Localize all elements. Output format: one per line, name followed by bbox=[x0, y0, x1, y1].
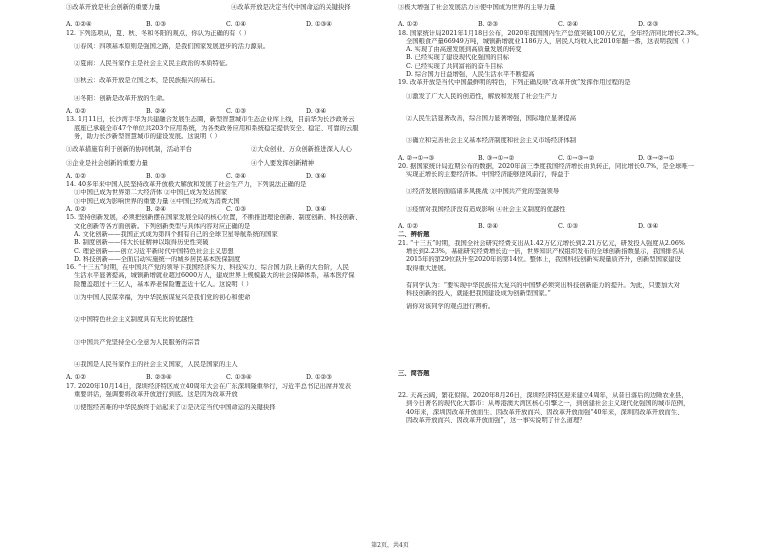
statement: ③中国已成为影响世界的重要力量 ④中国已经成为消费大国 bbox=[74, 197, 240, 205]
option-b[interactable]: B. ②③④ bbox=[146, 374, 172, 382]
q21-viewpoint: 有同学认为：“要实现中华民族伟大复兴的中国梦必须突出科技创新能力的提升。为此，只要加大对 bbox=[406, 281, 680, 289]
option-a[interactable]: A. ①② bbox=[398, 21, 418, 29]
q15-stem-line: 文化创新等各方面创新。下列创新类型与具体内容对应正确的是 bbox=[74, 222, 251, 230]
option-b[interactable]: B. ①③ bbox=[146, 172, 166, 180]
q16-stem-line: 险覆盖超过十三亿人，基本养老保险覆盖近十亿人。这说明（ ） bbox=[74, 280, 253, 288]
statement: ③中国共产党坚持全心全意为人民服务的宗旨 bbox=[74, 338, 200, 346]
option-d[interactable]: D. ②③ bbox=[638, 21, 659, 29]
statement: ②人民生活显著改善，综合国力显著增强，国际地位显著提高 bbox=[406, 114, 577, 122]
option-c[interactable]: C. ②④ bbox=[226, 172, 246, 180]
q21-task: 请你对该同学的观点进行辨析。 bbox=[406, 303, 495, 311]
option-b[interactable]: B. 制度创新——伟大长征精神以取得历史性突破 bbox=[74, 239, 209, 247]
q16-stem-line: 生活水平显著提高，城镇新增就业超过6000万人，建成世界上规模最大的社会保障体系，基本医疗保 bbox=[74, 272, 355, 280]
q14-stem: 14. 40多年来中国人民坚持改革开放极大解放和发展了社会生产力，下列说法正确的是 bbox=[66, 181, 307, 189]
q22-stem-line: 40年来，深圳因改革开放而生、因改革开放而兴、因改革开放而强“40年来，深圳因改革开放而生、 bbox=[406, 408, 684, 416]
q20-options bbox=[398, 223, 750, 231]
q20-stem-line: 实现正增长的主要经济体。中国经济能够逆风前行，得益于 bbox=[406, 171, 570, 179]
option-a[interactable]: A. ①② bbox=[66, 108, 86, 116]
q17-options bbox=[398, 21, 750, 29]
option-b[interactable]: B. ②③ bbox=[478, 21, 498, 29]
statement: ③企业是社会创新的重要力量 bbox=[66, 159, 148, 167]
option-d[interactable]: D. ③④ bbox=[306, 206, 327, 214]
option-d[interactable]: D. ①②③ bbox=[306, 374, 332, 382]
statement: ①为中国人民谋幸福，为中华民族谋复兴是我们党的初心和使命 bbox=[74, 294, 251, 302]
q11-options bbox=[66, 21, 426, 29]
q11-statements bbox=[66, 4, 426, 12]
q21-viewpoint: 科技创新的投入，就能把我国建设成为创新型国家。” bbox=[406, 290, 551, 298]
q13-stem-line: 底座已承载全市47个单位共203个应用系统，为各类政务应用和系统稳定提供安全、稳定、可靠的云服 bbox=[74, 124, 359, 132]
q21-stem-line: 增长到2.23%，基础研究经费增长近一倍，世界知识产权组织发布的全球创新指数显示，我国排名从 bbox=[406, 247, 685, 255]
option-d[interactable]: D. ③④ bbox=[306, 172, 327, 180]
section-title-analysis: 二、辨析题 bbox=[398, 231, 430, 239]
option-c[interactable]: C. ①④ bbox=[226, 21, 246, 29]
statement: ②夏雨：人民当家作主是社会主义民主政治的本质特征。 bbox=[74, 60, 232, 68]
option-d[interactable]: D. ①③④ bbox=[306, 21, 332, 29]
left-column bbox=[66, 4, 426, 412]
option-a[interactable]: A. 实现了由高速发展到高质量发展的转变 bbox=[406, 46, 522, 54]
statement: ④冬阳：创新是改革开放的生命。 bbox=[74, 94, 169, 102]
option-d[interactable]: D. 科技创新——全面启动实施统一的城乡居民基本医保制度 bbox=[74, 255, 241, 263]
q22-stem-line: 到今日著名的现代化大都市：从粤港澳大湾区核心引擎之一，到创建社会主义现代化强国的城市范例， bbox=[406, 400, 690, 408]
option-b[interactable]: B. ②④ bbox=[146, 108, 166, 116]
option-c[interactable]: C. ②④ bbox=[558, 21, 578, 29]
statement: ④个人要发挥创新精神 bbox=[251, 159, 314, 167]
statement: ②中国特色社会主义制度具有无比的优越性 bbox=[74, 316, 194, 324]
option-b[interactable]: B. ③→①→② bbox=[478, 154, 515, 162]
page-number: 第2页，共4页 bbox=[371, 542, 409, 549]
q21-stem-line: 2015年的第29位跃升至2020年的第14位。整体上，我国科技创新实现量质齐升，创新型国家建设 bbox=[406, 256, 681, 264]
statement: ②大众创业、万众创新推进深入人心 bbox=[251, 146, 352, 154]
option-a[interactable]: A. ①②④ bbox=[66, 21, 92, 29]
q17-stem-line: 重要讲话，强调要将改革开放进行到底。这是因为改革开放 bbox=[74, 390, 238, 398]
statement: ③疫情对我国经济没有造成影响 ④社会主义制度的优越性 bbox=[406, 205, 566, 213]
q17-stem: 17. 2020年10月14日，深圳经济特区成立40周年大会在广东深圳隆重举行，习近平总书记出席并发表 bbox=[66, 382, 352, 390]
q18-stem: 18. 国家统计局2021年1月18日公布，2020年我国国内生产总值突破100万亿元，全年经济同比增长2.3%。 bbox=[398, 29, 703, 37]
statement: ①春风：四项基本原则是强国之路，是我们国家发展进步的活力源泉。 bbox=[74, 42, 270, 50]
option-c[interactable]: C. 理论创新——创立习近平新时代中国特色社会主义思想 bbox=[74, 247, 234, 255]
q13-stem: 13. 1月11日，长沙湾手华为共建融合发展生态圈，新型智慧城市生态企业库上线，目前华为长沙政务云 bbox=[66, 116, 355, 124]
q19-options bbox=[398, 155, 750, 163]
right-column bbox=[398, 4, 750, 425]
option-a[interactable]: A. 文化创新——我国正式成为第四个拥有自己的全球卫星导航系统的国家 bbox=[74, 230, 278, 238]
statement: ①经济发展的面临诸多风挑战 ②中国共产党的坚强领导 bbox=[406, 188, 560, 196]
statement: ①激发了广大人民的创造性，解放和发展了社会生产力 bbox=[406, 92, 558, 100]
q18-stem-line: 全国粮食产量66949万吨，城镇新增就业1186万人，居民人均收入比2010年翻一番，这表明我国（ ） bbox=[406, 37, 694, 45]
statement: ①使饱经苦难的中华民族终于站起来了②是决定当代中国命运的关键抉择 bbox=[74, 404, 276, 412]
q13-stem-line: 务，助力长沙新型智慧城市的建设发展。这说明（ ） bbox=[74, 132, 221, 140]
option-a[interactable]: A. ①② bbox=[66, 172, 86, 180]
q21-stem-line: 取得重大进展。 bbox=[406, 264, 451, 272]
q13-options bbox=[66, 173, 426, 181]
q15-stem: 15. 坚持创新发展，必须把创新摆在国家发展全局的核心位置，不断推进理论创新、制度创新、科技创新、 bbox=[66, 214, 362, 222]
option-a[interactable]: A. ①② bbox=[398, 223, 418, 231]
statement: ③改革开放是社会创新的重要力量 bbox=[66, 4, 161, 11]
option-a[interactable]: A. ①② bbox=[66, 374, 86, 382]
q13-statements bbox=[66, 146, 426, 154]
statement: ③极大增强了社会发展活力④使中国成为世界的主导力量 bbox=[398, 4, 556, 11]
q12-options bbox=[66, 108, 426, 116]
option-a[interactable]: A. ①② bbox=[66, 206, 86, 214]
q22-stem-line: 因改革开放而兴、因改革开放而强”，这一事实说明了什么道理？ bbox=[406, 416, 586, 424]
q20-stem: 20. 据国家统计局近期公布的数据，2020年前三季度我国经济增长由负转正，同比增长0.7%，是全球唯一 bbox=[398, 162, 694, 170]
option-c[interactable]: C. ①③ bbox=[558, 223, 578, 231]
q19-stem: 19. 改革开放是当代中国最鲜明的特色，下列正确反映“改革开放”发挥作用过程的是 bbox=[398, 79, 631, 87]
q16-options bbox=[66, 374, 426, 382]
option-d[interactable]: D. ③④ bbox=[638, 223, 659, 231]
option-b[interactable]: B. 已经实现了建设现代化强国的目标 bbox=[406, 54, 510, 62]
statement: ④改革开放是决定当代中国命运的关键抉择 bbox=[231, 4, 351, 11]
option-d[interactable]: D. ③→②→① bbox=[638, 154, 675, 162]
option-b[interactable]: B. ①③ bbox=[146, 21, 166, 29]
option-c[interactable]: C. ①③ bbox=[226, 206, 246, 214]
q12-stem: 12. 下列选项从，夏、秋、冬和冬阳的观点，你认为正确的有（ ） bbox=[66, 29, 251, 37]
option-d[interactable]: D. ③④ bbox=[306, 108, 327, 116]
option-c[interactable]: C. ①→③→② bbox=[558, 154, 595, 162]
q22-stem: 22. 天高云阔，繁花似锦。2020年8月26日，深圳经济特区迎来建立4周年，从昔日落后的边陲农业县， bbox=[398, 392, 688, 400]
q21-stem: 21. “十三五”时期，我国全社会研究经费支出从1.42万亿元增长到2.21万亿元，研发投入强度从2.06% bbox=[398, 239, 685, 247]
option-b[interactable]: B. ②④ bbox=[478, 223, 498, 231]
option-c[interactable]: C. 已经实现了共同富裕的奋斗目标 bbox=[406, 62, 503, 70]
q16-stem: 16. “十三五”时期，在中国共产党的领导下我国经济实力、科技实力、综合国力跃上新的大台阶，人民 bbox=[66, 264, 349, 272]
statement: ④我国是人民当家作主的社会主义国家，人民是国家的主人 bbox=[74, 360, 238, 368]
option-c[interactable]: C. ①③ bbox=[226, 108, 246, 116]
statement: ①改革措施有利于创新的协同机制，活动平台 bbox=[66, 146, 192, 154]
q13-statements bbox=[66, 160, 426, 168]
option-a[interactable]: A. ②→①→③ bbox=[398, 154, 435, 162]
section-title-short-answer: 三、简答题 bbox=[398, 369, 430, 377]
statement: ③秋云：改革开放是立国之本，是民族振兴的基石。 bbox=[74, 77, 219, 85]
statement: ①中国已成为世界第二大经济体 ②中国已成为发达国家 bbox=[74, 189, 228, 197]
option-c[interactable]: C. ①③④ bbox=[226, 374, 252, 382]
q14-options bbox=[66, 206, 426, 214]
option-d[interactable]: D. 综合国力日益增强，人民生活水平不断提高 bbox=[406, 71, 535, 79]
statement: ③确立和完善社会主义基本经济制度和社会主义市场经济体制 bbox=[406, 137, 577, 145]
option-b[interactable]: B. ②④ bbox=[146, 206, 166, 214]
